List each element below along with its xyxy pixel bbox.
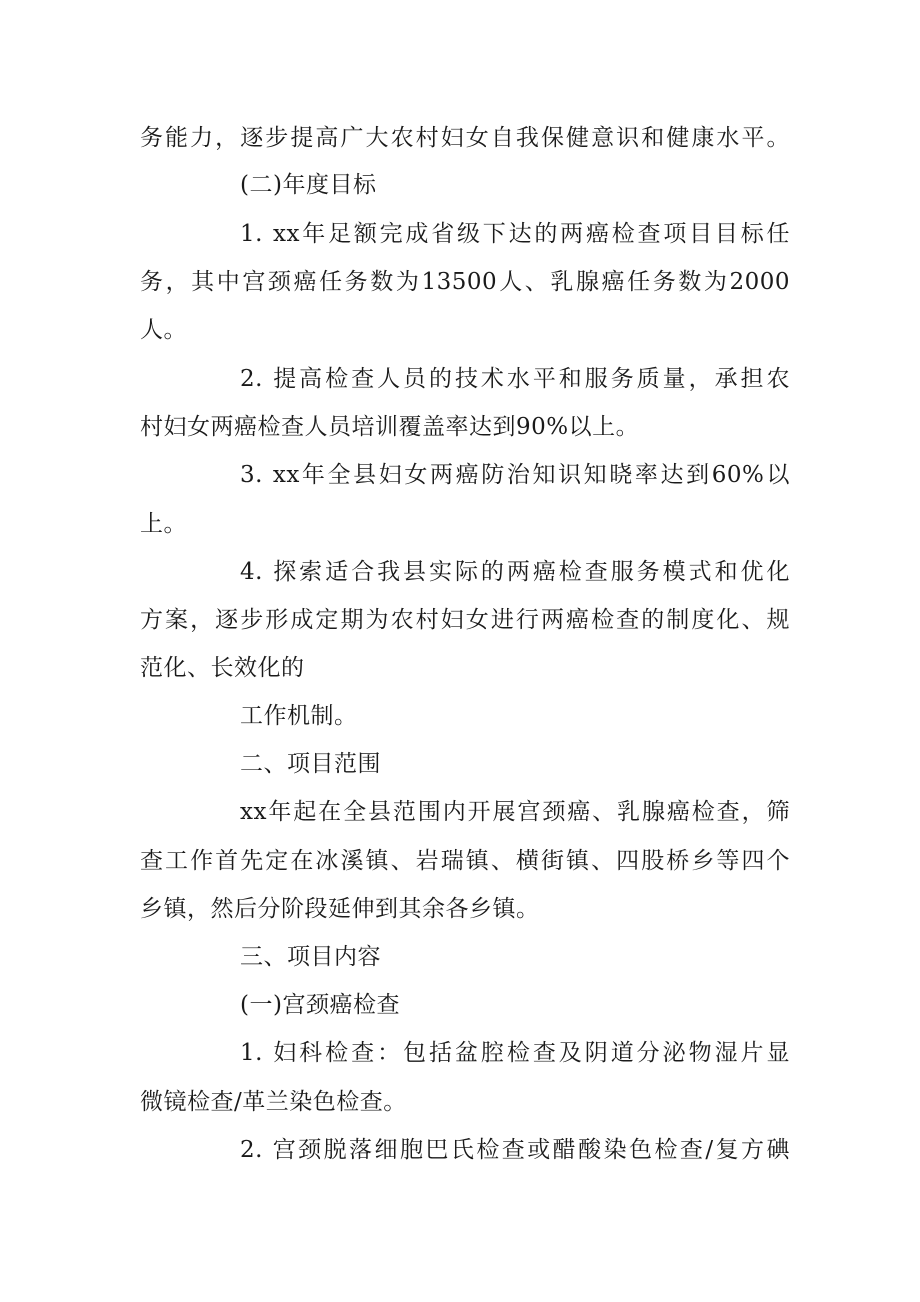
text-line: 微镜检查/革兰染色检查。	[140, 1089, 407, 1115]
text-line: 工作机制。	[240, 703, 358, 729]
text-line: 1. 妇科检查：包括盆腔检查及阴道分泌物湿片显	[240, 1040, 790, 1066]
text-line: 3. xx年全县妇女两癌防治知识知晓率达到60%以	[240, 462, 790, 488]
text-line: 务，其中宫颈癌任务数为13500人、乳腺癌任务数为2000	[140, 269, 790, 295]
section-heading: 二、项目范围	[240, 751, 381, 777]
text-line: 2. 提高检查人员的技术水平和服务质量，承担农	[240, 366, 790, 392]
text-line: 人。	[140, 317, 187, 343]
text-line: 上。	[140, 511, 187, 537]
text-line: 方案，逐步形成定期为农村妇女进行两癌检查的制度化、规	[140, 607, 790, 633]
text-line: 1. xx年足额完成省级下达的两癌检查项目目标任	[240, 221, 790, 247]
text-line: 2. 宫颈脱落细胞巴氏检查或醋酸染色检查/复方碘	[240, 1137, 790, 1163]
section-heading: (一)宫颈癌检查	[240, 992, 400, 1018]
text-line: 范化、长效化的	[140, 655, 305, 681]
text-line: xx年起在全县范围内开展宫颈癌、乳腺癌检查，筛	[240, 799, 790, 825]
text-line: 4. 探索适合我县实际的两癌检查服务模式和优化	[240, 559, 790, 585]
section-heading: (二)年度目标	[240, 172, 377, 198]
section-heading: 三、项目内容	[240, 944, 381, 970]
text-line: 务能力，逐步提高广大农村妇女自我保健意识和健康水平。	[140, 125, 790, 151]
text-line: 乡镇，然后分阶段延伸到其余各乡镇。	[140, 896, 540, 922]
text-line: 查工作首先定在冰溪镇、岩瑞镇、横街镇、四股桥乡等四个	[140, 848, 790, 874]
text-line: 村妇女两癌检查人员培训覆盖率达到90%以上。	[140, 414, 640, 440]
